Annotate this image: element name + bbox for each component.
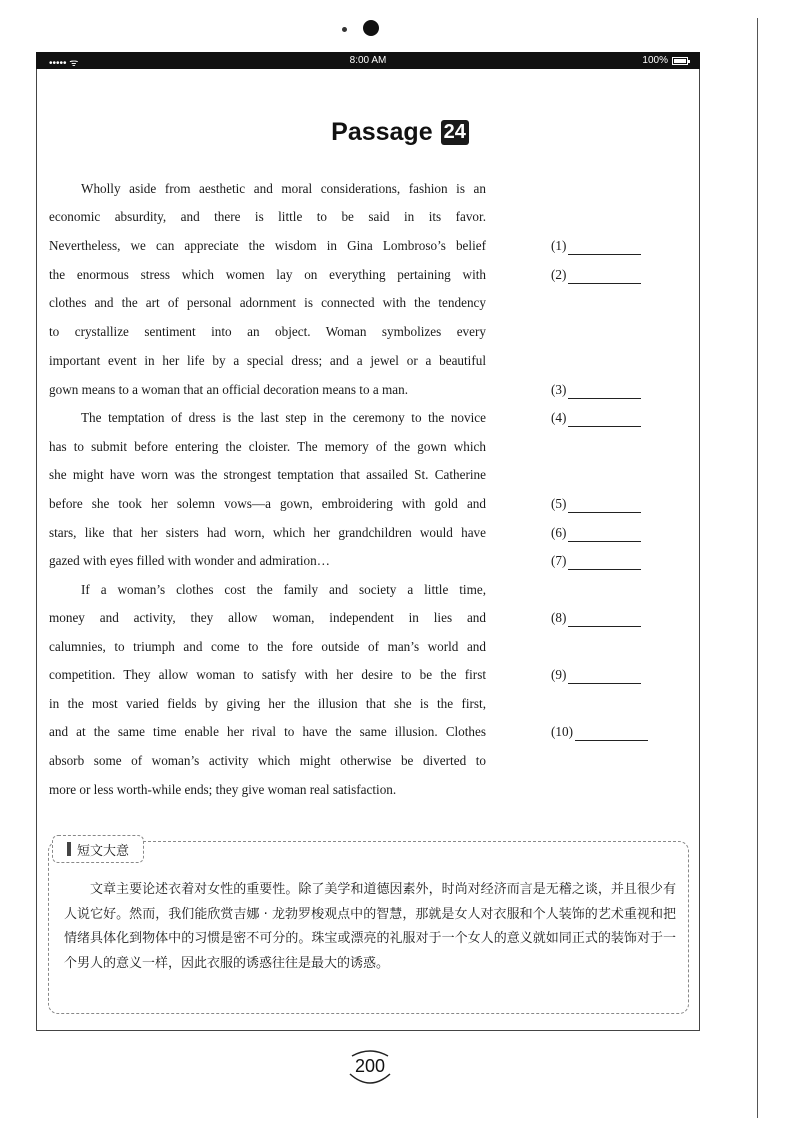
answer-blank-line[interactable] bbox=[568, 669, 641, 684]
answer-blank-line[interactable] bbox=[568, 612, 641, 627]
summary-label: 短文大意 bbox=[77, 843, 130, 859]
tag-mark-icon bbox=[67, 842, 71, 856]
answer-blank-line[interactable] bbox=[568, 498, 641, 513]
passage-number-badge: 24 bbox=[441, 120, 469, 145]
passage-line: clothes and the art of personal adornment is connected with the tendency bbox=[49, 295, 486, 310]
answer-blank-line[interactable] bbox=[568, 240, 641, 255]
answer-blank-number: (9) bbox=[551, 667, 567, 682]
passage-line: Wholly aside from aesthetic and moral considerations, fashion is an bbox=[81, 181, 486, 196]
answer-blank-line[interactable] bbox=[568, 269, 641, 284]
passage-line: in the most varied fields by giving her the illusion that she is the first, bbox=[49, 696, 486, 711]
answer-blank-number: (10) bbox=[551, 724, 573, 739]
status-time: 8:00 AM bbox=[349, 55, 387, 66]
passage-line: the enormous stress which women lay on everything pertaining with bbox=[49, 267, 486, 282]
passage-line: important event in her life by a special dress; and a jewel or a beautiful bbox=[49, 353, 486, 368]
passage-line: economic absurdity, and there is little to be said in its favor. bbox=[49, 209, 486, 224]
answer-blank-line[interactable] bbox=[575, 726, 648, 741]
passage-line: money and activity, they allow woman, independent in lies and bbox=[49, 610, 486, 625]
answer-blank-number: (5) bbox=[551, 496, 567, 511]
passage-title bbox=[0, 118, 800, 147]
answer-blank-number: (2) bbox=[551, 267, 567, 282]
answer-blank-number: (7) bbox=[551, 553, 567, 568]
answer-blank-line[interactable] bbox=[568, 384, 641, 399]
passage-line: has to submit before entering the cloister. The memory of the gown which bbox=[49, 439, 486, 454]
status-bar bbox=[36, 52, 700, 69]
passage-line: absorb some of woman’s activity which might otherwise be diverted to bbox=[49, 753, 486, 768]
passage-title-text: Passage bbox=[331, 118, 433, 146]
answer-blank-6[interactable] bbox=[551, 524, 641, 542]
answer-blank-2[interactable] bbox=[551, 266, 641, 284]
passage-line: If a woman’s clothes cost the family and society a little time, bbox=[81, 582, 486, 597]
answer-blank-line[interactable] bbox=[568, 527, 641, 542]
passage-line: to crystallize sentiment into an object. Woman symbolizes every bbox=[49, 324, 486, 339]
passage-line: calumnies, to triumph and come to the fore outside of man’s world and bbox=[49, 639, 486, 654]
battery-status bbox=[642, 55, 688, 66]
answer-blank-number: (1) bbox=[551, 238, 567, 253]
page-number: 200 bbox=[354, 1056, 386, 1076]
summary-tag bbox=[52, 835, 144, 863]
answer-blank-number: (8) bbox=[551, 610, 567, 625]
passage-line: stars, like that her sisters had worn, which her grandchildren would have bbox=[49, 525, 486, 540]
answer-blank-3[interactable] bbox=[551, 381, 641, 399]
answer-blank-9[interactable] bbox=[551, 666, 641, 684]
answer-blank-10[interactable] bbox=[551, 723, 648, 741]
battery-percent: 100% bbox=[642, 55, 668, 66]
signal-indicator: ••••• ᯤ bbox=[49, 58, 79, 69]
front-camera bbox=[363, 20, 379, 36]
passage-line: gazed with eyes filled with wonder and admiration… bbox=[49, 553, 330, 568]
page-number-badge bbox=[344, 1048, 396, 1088]
answer-blank-line[interactable] bbox=[568, 555, 641, 570]
answer-blank-7[interactable] bbox=[551, 552, 641, 570]
answer-blank-number: (6) bbox=[551, 525, 567, 540]
passage-line: competition. They allow woman to satisfy with her desire to be the first bbox=[49, 667, 486, 682]
summary-text: 文章主要论述衣着对女性的重要性。除了美学和道德因素外，时尚对经济而言是无稽之谈，并且很少有人说它好。然而，我们能欣赏吉娜 · 龙勃罗梭观点中的智慧，那就是女人对衣服和个人装饰的艺术重视和把情绪具体化到物体中的习惯是密不可分的。珠宝或漂亮的礼服对于一个女人的意义就如同正式的装饰对于一个男人的意义一样，因此衣服的诱惑往往是最大的诱惑。 bbox=[64, 882, 676, 971]
answer-blank-number: (3) bbox=[551, 382, 567, 397]
answer-blank-4[interactable] bbox=[551, 409, 641, 427]
answer-blank-1[interactable] bbox=[551, 237, 641, 255]
answer-blank-8[interactable] bbox=[551, 609, 641, 627]
passage-line: and at the same time enable her rival to have the same illusion. Clothes bbox=[49, 724, 486, 739]
passage-line: Nevertheless, we can appreciate the wisdom in Gina Lombroso’s belief bbox=[49, 238, 486, 253]
passage-line: gown means to a woman that an official decoration means to a man. bbox=[49, 382, 409, 397]
answer-blank-number: (4) bbox=[551, 410, 567, 425]
answer-blank-5[interactable] bbox=[551, 495, 641, 513]
front-sensor bbox=[342, 27, 347, 32]
battery-icon bbox=[672, 57, 688, 65]
passage-line: The temptation of dress is the last step in the ceremony to the novice bbox=[81, 410, 486, 425]
passage-line: more or less worth-while ends; they give woman real satisfaction. bbox=[49, 782, 397, 797]
page-edge-line bbox=[757, 18, 758, 1118]
passage-line: before she took her solemn vows—a gown, embroidering with gold and bbox=[49, 496, 486, 511]
answer-blank-line[interactable] bbox=[568, 412, 641, 427]
passage-line: she might have worn was the strongest temptation that assailed St. Catherine bbox=[49, 467, 486, 482]
